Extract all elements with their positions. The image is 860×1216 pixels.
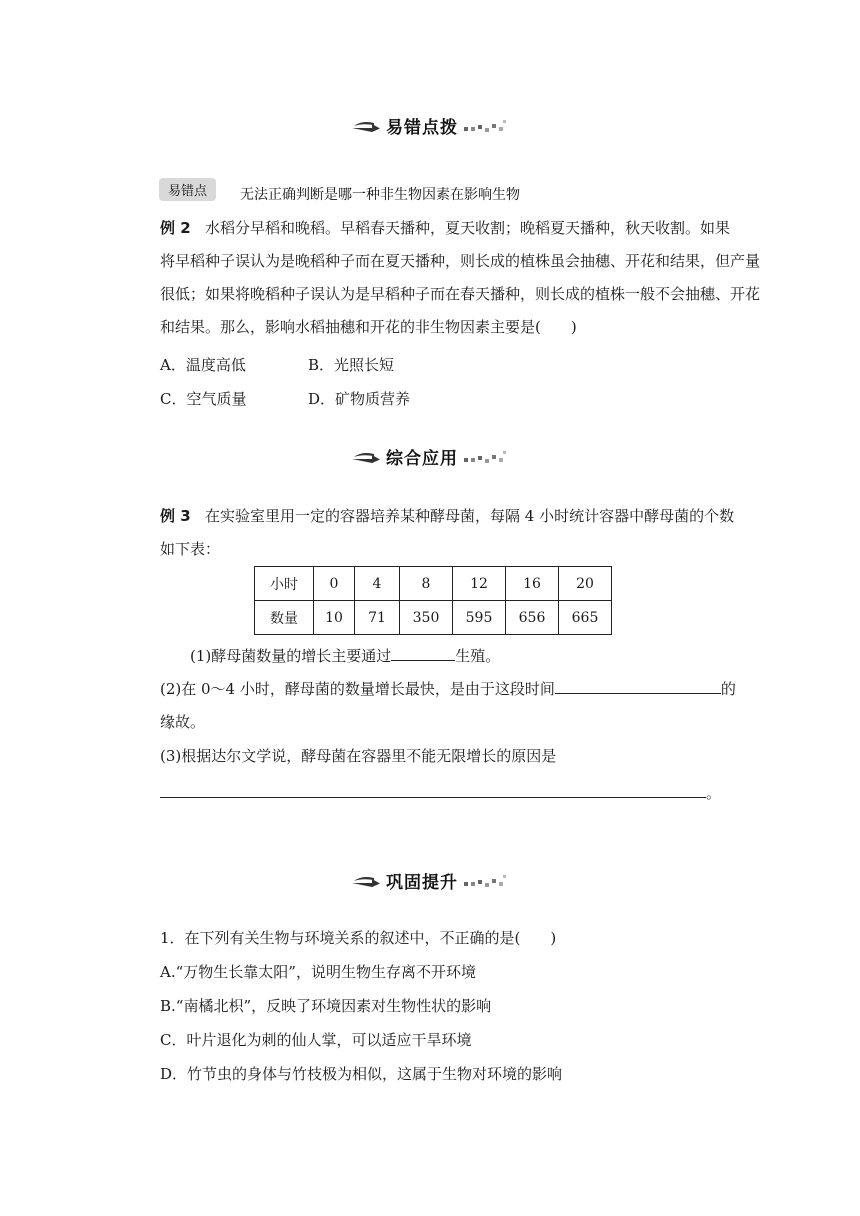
table-cell: 16 bbox=[506, 567, 559, 601]
question-1-option-c: C．叶片退化为刺的仙人掌，可以适应干旱环境 bbox=[160, 1031, 472, 1049]
table-cell: 350 bbox=[400, 601, 453, 635]
answer-blank-2[interactable] bbox=[555, 679, 721, 694]
table-row bbox=[255, 567, 612, 601]
question-3-2 bbox=[160, 673, 736, 706]
example-2-text: 水稻分早稻和晚稻。早稻春天播种，夏天收割；晚稻夏天播种，秋天收割。如果 bbox=[204, 219, 730, 237]
option-b: B．光照长短 bbox=[308, 356, 395, 374]
question-1-option-b: B.“南橘北枳”，反映了环境因素对生物性状的影响 bbox=[160, 997, 492, 1015]
section-banner-consolidation bbox=[0, 865, 860, 895]
example-3-label: 例 3 bbox=[160, 507, 191, 525]
yeast-count-table bbox=[254, 566, 612, 635]
arrow-icon bbox=[352, 449, 382, 463]
question-3-3-end: 。 bbox=[706, 784, 722, 802]
arrow-icon bbox=[352, 873, 382, 887]
table-cell: 12 bbox=[453, 567, 506, 601]
answer-blank-1[interactable] bbox=[391, 646, 455, 661]
example-2-label: 例 2 bbox=[160, 219, 191, 237]
table-cell: 0 bbox=[314, 567, 355, 601]
table-cell: 665 bbox=[559, 601, 612, 635]
section-title: 易错点拨 bbox=[386, 117, 458, 138]
table-cell: 20 bbox=[559, 567, 612, 601]
question-3-1-text: (1)酵母菌数量的增长主要通过 bbox=[190, 647, 392, 665]
answer-blank-3[interactable] bbox=[160, 783, 706, 798]
option-a: A．温度高低 bbox=[160, 356, 246, 374]
example-3-text: 在实验室里用一定的容器培养某种酵母菌，每隔 4 小时统计容器中酵母菌的个数 bbox=[204, 507, 735, 525]
table-cell: 4 bbox=[355, 567, 400, 601]
example-3-line-1 bbox=[160, 500, 734, 533]
example-2-line-1 bbox=[160, 212, 730, 245]
question-1-stem: 1．在下列有关生物与环境关系的叙述中，不正确的是( ) bbox=[160, 929, 557, 947]
example-2-line-2: 将早稻种子误认为是晚稻种子而在夏天播种，则长成的植株虽会抽穗、开花和结果，但产量 bbox=[160, 252, 761, 270]
option-c: C．空气质量 bbox=[160, 390, 247, 408]
question-3-3: (3)根据达尔文学说，酵母菌在容器里不能无限增长的原因是 bbox=[160, 747, 557, 765]
section-title: 综合应用 bbox=[386, 448, 458, 469]
example-3-line-2: 如下表： bbox=[160, 540, 221, 558]
table-cell: 8 bbox=[400, 567, 453, 601]
table-cell: 71 bbox=[355, 601, 400, 635]
table-row bbox=[255, 601, 612, 635]
section-title: 巩固提升 bbox=[386, 872, 458, 893]
example-2-line-4: 和结果。那么，影响水稻抽穗和开花的非生物因素主要是( ) bbox=[160, 318, 577, 336]
question-1-option-a: A.“万物生长靠太阳”，说明生物生存离不开环境 bbox=[160, 963, 476, 981]
question-3-1-tail: 生殖。 bbox=[455, 647, 501, 665]
dots-decoration-icon bbox=[462, 117, 508, 133]
question-1-option-d: D．竹节虫的身体与竹枝极为相似，这属于生物对环境的影响 bbox=[160, 1065, 563, 1083]
table-header-cell: 小时 bbox=[255, 567, 314, 601]
section-banner-application bbox=[0, 441, 860, 471]
question-3-3-answer-line bbox=[160, 777, 721, 810]
dots-decoration-icon bbox=[462, 448, 508, 464]
arrow-icon bbox=[352, 118, 382, 132]
mistake-tag: 易错点 bbox=[159, 178, 216, 201]
section-banner-mistakes bbox=[0, 110, 860, 140]
question-3-2-text: (2)在 0～4 小时，酵母菌的数量增长最快，是由于这段时间 bbox=[160, 680, 555, 698]
table-cell: 10 bbox=[314, 601, 355, 635]
question-3-1 bbox=[190, 640, 500, 673]
example-2-line-3: 很低；如果将晚稻种子误认为是早稻种子而在春天播种，则长成的植株一般不会抽穗、开花 bbox=[160, 285, 761, 303]
table-cell: 656 bbox=[506, 601, 559, 635]
option-d: D．矿物质营养 bbox=[308, 390, 411, 408]
question-3-2-line-2: 缘故。 bbox=[160, 713, 206, 731]
question-3-2-tail: 的 bbox=[720, 680, 736, 698]
mistake-text: 无法正确判断是哪一种非生物因素在影响生物 bbox=[240, 187, 520, 203]
table-cell: 595 bbox=[453, 601, 506, 635]
table-header-cell: 数量 bbox=[255, 601, 314, 635]
dots-decoration-icon bbox=[462, 872, 508, 888]
